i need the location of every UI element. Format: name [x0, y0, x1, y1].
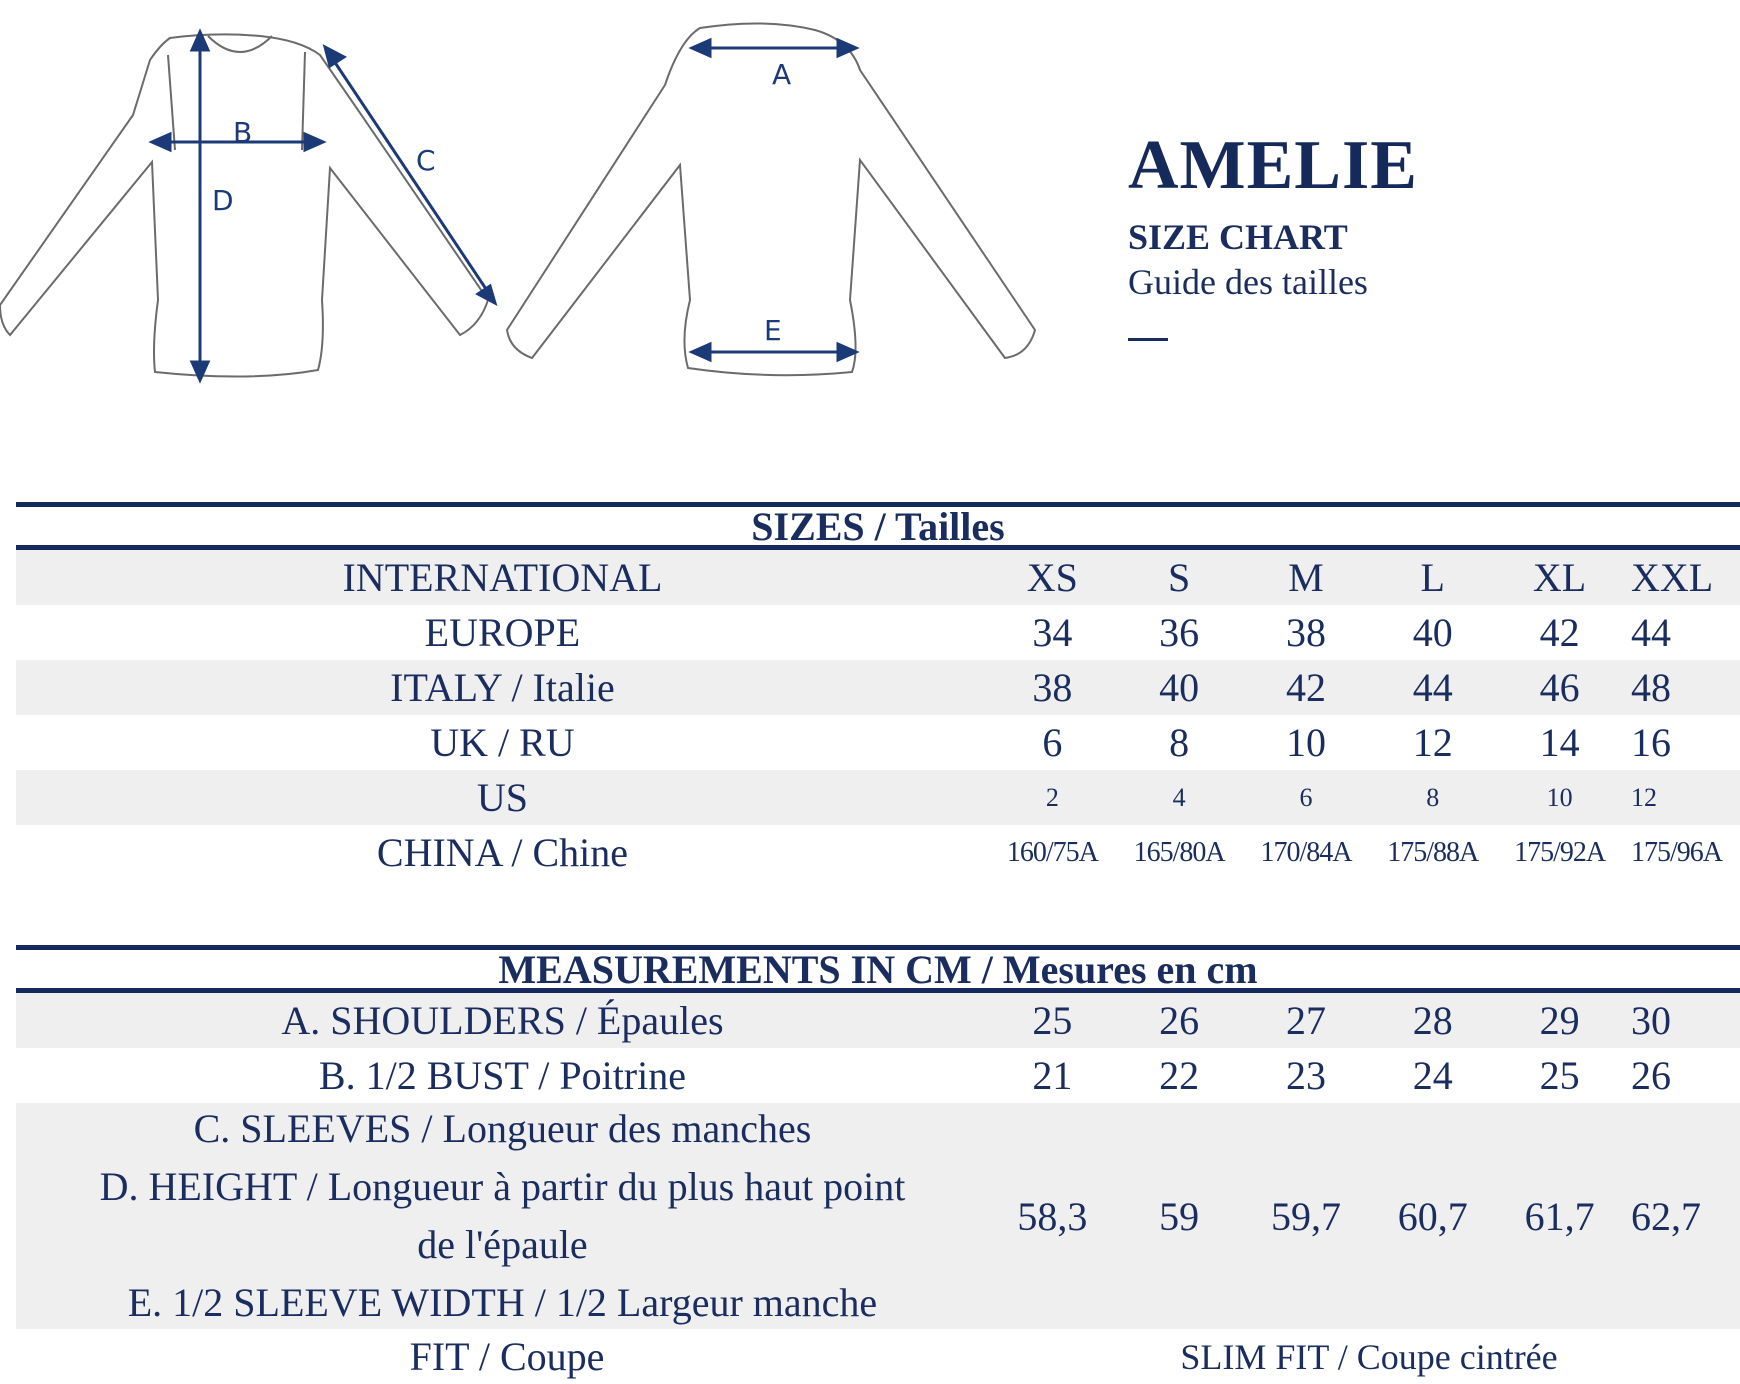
size-cell: 30 — [1630, 998, 1671, 1043]
row-label: INTERNATIONAL — [342, 555, 663, 600]
divider-dash — [1128, 338, 1168, 341]
size-cell: 24 — [1412, 1053, 1453, 1098]
label-c: C — [416, 144, 436, 177]
row-label: UK / RU — [430, 720, 575, 765]
size-cell: 40 — [1412, 610, 1453, 655]
size-cell: 25 — [1539, 1053, 1580, 1098]
table-row — [16, 993, 1740, 1048]
size-cell: 21 — [1032, 1053, 1073, 1098]
table-row — [16, 550, 1740, 605]
size-cell: XL — [1532, 555, 1587, 600]
table-row — [16, 715, 1740, 770]
sizes-table-body — [16, 550, 1740, 880]
product-title: AMELIE — [1128, 127, 1418, 204]
fit-label: FIT / Coupe — [409, 1334, 605, 1379]
row-label-line: E. 1/2 SLEEVE WIDTH / 1/2 Largeur manche — [127, 1280, 878, 1325]
row-label-group — [16, 1103, 989, 1329]
size-cell: XXL — [1630, 555, 1714, 600]
size-cell: 59,7 — [1270, 1193, 1341, 1239]
size-cell: 36 — [1159, 610, 1200, 655]
size-cell: 22 — [1159, 1053, 1200, 1098]
table-row-fit — [16, 1329, 1740, 1384]
row-label: CHINA / Chine — [376, 830, 629, 875]
row-label-line: C. SLEEVES / Longueur des manches — [193, 1106, 812, 1151]
size-cell: 61,7 — [1524, 1193, 1595, 1239]
size-cell: 2 — [1045, 782, 1059, 812]
size-cell: 12 — [1412, 720, 1453, 765]
size-cell: 42 — [1539, 610, 1580, 655]
size-cell: 175/88A — [1387, 836, 1479, 868]
row-label-line: D. HEIGHT / Longueur à partir du plus haut point — [99, 1164, 906, 1209]
size-cell: 60,7 — [1397, 1193, 1468, 1239]
size-cell: 59 — [1159, 1193, 1200, 1239]
measurements-table — [16, 945, 1740, 1384]
size-cell: 38 — [1032, 665, 1073, 710]
size-cell: 28 — [1412, 998, 1453, 1043]
size-cell: 25 — [1032, 998, 1073, 1043]
size-cell: 38 — [1285, 610, 1326, 655]
size-cell: 46 — [1539, 665, 1580, 710]
size-cell: 165/80A — [1133, 836, 1225, 868]
size-cell: L — [1420, 555, 1445, 600]
size-cell: M — [1288, 555, 1324, 600]
size-cell: S — [1168, 555, 1191, 600]
fit-value: SLIM FIT / Coupe cintrée — [1180, 1336, 1558, 1377]
size-cell: 27 — [1285, 998, 1326, 1043]
table-row — [16, 605, 1740, 660]
label-e: E — [764, 314, 782, 347]
size-cell: 40 — [1159, 665, 1200, 710]
size-cell: 175/96A — [1630, 836, 1722, 868]
size-cell: 8 — [1426, 782, 1440, 812]
size-cell: 58,3 — [1017, 1193, 1088, 1239]
label-a: A — [772, 58, 792, 91]
front-view-sketch — [0, 34, 488, 376]
table-row — [16, 1048, 1740, 1103]
row-label: US — [476, 775, 529, 820]
size-cell: 62,7 — [1630, 1193, 1701, 1239]
size-cell: 175/92A — [1514, 836, 1606, 868]
measurements-table-body — [16, 993, 1740, 1384]
size-chart-heading-fr: Guide des tailles — [1128, 262, 1368, 302]
size-cell: 160/75A — [1006, 836, 1098, 868]
row-label: EUROPE — [424, 610, 581, 655]
size-cell: 12 — [1630, 782, 1657, 812]
size-cell: 44 — [1630, 610, 1671, 655]
size-chart-heading: SIZE CHART — [1128, 217, 1348, 257]
size-cell: 6 — [1042, 720, 1063, 765]
size-cell: 8 — [1169, 720, 1190, 765]
measurement-arrows — [152, 32, 856, 380]
size-cell: 170/84A — [1260, 836, 1352, 868]
size-cell: XS — [1026, 555, 1078, 600]
row-label: B. 1/2 BUST / Poitrine — [318, 1053, 686, 1098]
table-row — [16, 770, 1740, 825]
garment-illustrations — [0, 0, 1080, 400]
table-row-combined — [16, 1103, 1740, 1329]
sizes-table — [16, 502, 1740, 880]
size-cell: 14 — [1539, 720, 1580, 765]
size-cell: 29 — [1539, 998, 1580, 1043]
row-label: A. SHOULDERS / Épaules — [281, 998, 724, 1043]
size-cell: 44 — [1412, 665, 1453, 710]
size-cell: 34 — [1032, 610, 1073, 655]
size-cell: 4 — [1172, 782, 1186, 812]
sizes-table-heading: SIZES / Tailles — [16, 502, 1740, 550]
table-row — [16, 825, 1740, 880]
label-b: B — [233, 116, 253, 149]
size-cell: 10 — [1546, 782, 1573, 812]
row-label: ITALY / Italie — [390, 665, 615, 710]
size-cell: 26 — [1159, 998, 1200, 1043]
size-cell: 26 — [1630, 1053, 1671, 1098]
row-label-line: de l'épaule — [417, 1222, 588, 1267]
garment-measurement-diagram — [0, 0, 1080, 400]
size-cell: 10 — [1285, 720, 1326, 765]
size-cell: 23 — [1285, 1053, 1326, 1098]
size-cell: 42 — [1285, 665, 1326, 710]
size-cell: 6 — [1299, 782, 1313, 812]
table-row — [16, 660, 1740, 715]
size-cell: 16 — [1630, 720, 1671, 765]
label-d: D — [212, 184, 234, 217]
size-cell: 48 — [1630, 665, 1671, 710]
measurements-table-heading: MEASUREMENTS IN CM / Mesures en cm — [16, 945, 1740, 993]
brand-block — [1128, 125, 1688, 341]
